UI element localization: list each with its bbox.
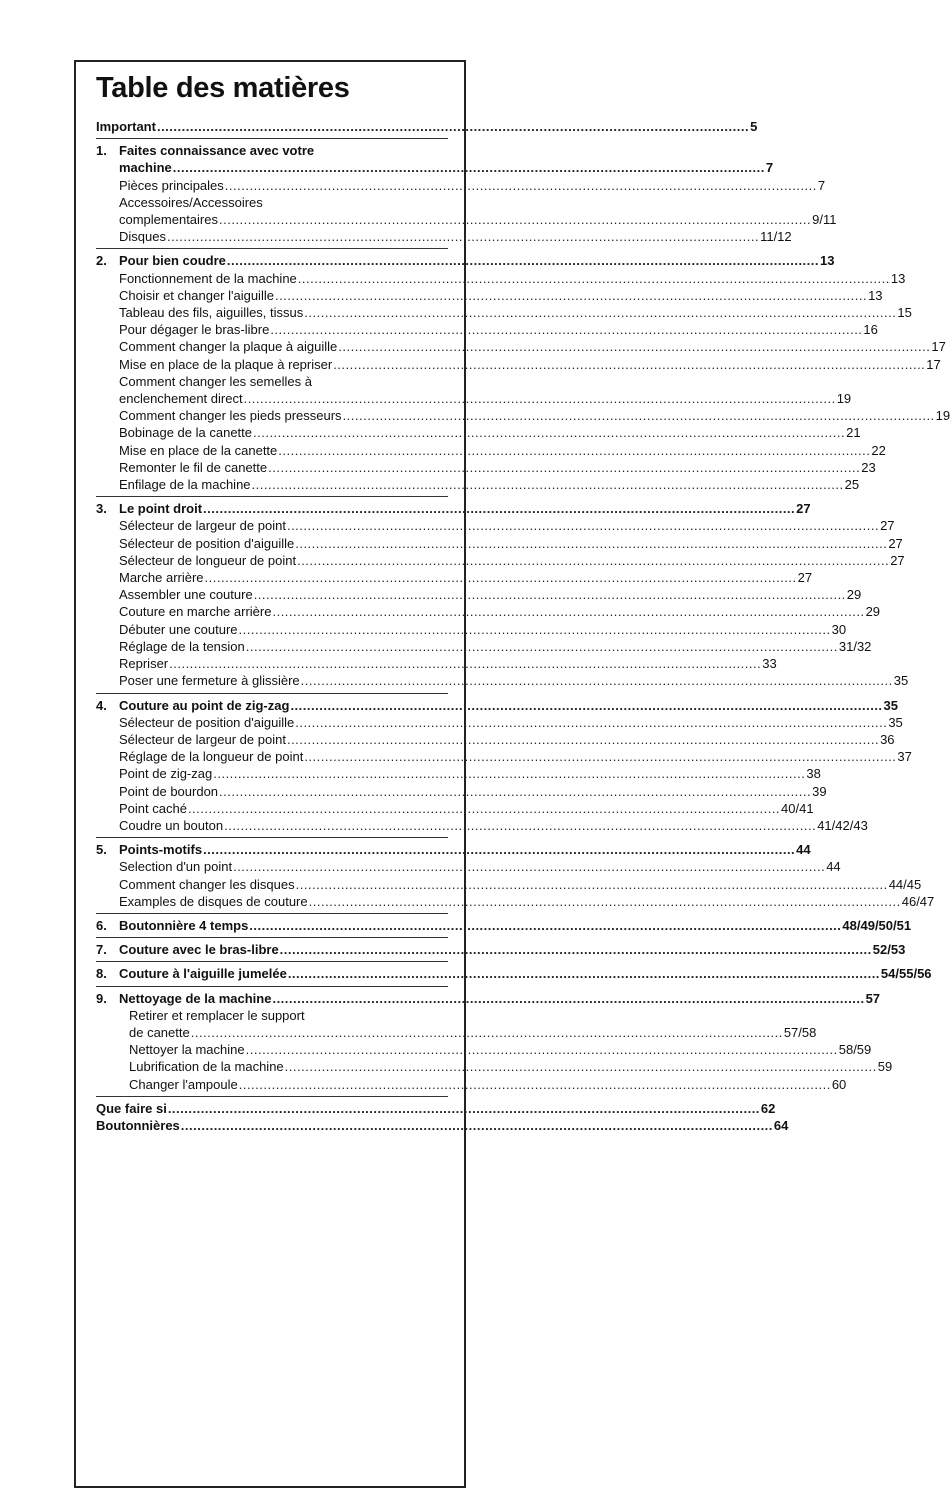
- toc-entry[interactable]: enclenchement direct ..... 19: [119, 390, 448, 407]
- section-divider: [96, 837, 448, 838]
- toc-entry[interactable]: Mise en place de la plaque à repriser ..... 17: [119, 356, 448, 373]
- toc-entry[interactable]: Marche arrière ..... 27: [119, 569, 448, 586]
- toc-entry[interactable]: Comment changer la plaque à aiguille ..... 17: [119, 338, 448, 355]
- section-divider: [96, 693, 448, 694]
- section-divider: [96, 913, 448, 914]
- toc-entry[interactable]: Mise en place de la canette ..... 22: [119, 442, 448, 459]
- toc-entry[interactable]: Sélecteur de position d'aiguille ..... 35: [119, 714, 448, 731]
- section-divider: [96, 496, 448, 497]
- toc-section-6: [96, 917, 912, 934]
- section-divider: [96, 961, 448, 962]
- toc-entry[interactable]: Lubrification de la machine ..... 59: [119, 1058, 448, 1075]
- toc-entry[interactable]: Pour dégager le bras-libre ..... 16: [119, 321, 448, 338]
- toc-entry-section-3[interactable]: 3. Le point droit ..... 27: [119, 500, 448, 517]
- toc-entry-section-6[interactable]: 6. Boutonnière 4 temps ..... 48/49/50/51: [119, 917, 448, 934]
- toc-frame: [74, 60, 950, 1488]
- toc-entry[interactable]: Choisir et changer l'aiguille ..... 13: [119, 287, 448, 304]
- toc-entry[interactable]: Repriser ..... 33: [119, 655, 448, 672]
- toc-entry-section-1[interactable]: machine ..... 7: [119, 159, 448, 176]
- toc-entry[interactable]: Bobinage de la canette ..... 21: [119, 424, 448, 441]
- toc-section-3: [96, 500, 909, 689]
- toc-entry[interactable]: Sélecteur de largeur de point ..... 27: [119, 517, 448, 534]
- toc-entry[interactable]: complementaires ..... 9/11: [119, 211, 448, 228]
- toc-entry[interactable]: Couture en marche arrière ..... 29: [119, 603, 448, 620]
- toc-section-2: 2. Pour bien coudre ..... 13 Fonctionnement de la machine ..... 13 Choisir et changer l'aiguille ..... 13 Tableau des fils, aiguilles, tissus ..... 15 Pour dégager le bras-libre ..... 16 Comment changer la plaque à aiguille ..... 17 Mise en place de la plaque à repriser ..... 17 Comment changer les semelles à enclenchement direct ..... 19 Comment changer les pieds presseurs ..... 19 Bobinage de la canette ..... 21 Mise en place de la canette ..... 22 Remonter le fil de canette ..... 23 Enfilage de la machine ..... 25: [96, 252, 448, 493]
- toc-entry[interactable]: Réglage de la tension ..... 31/32: [119, 638, 448, 655]
- toc-entry-boutonnieres[interactable]: Boutonnières ..... 64: [96, 1117, 448, 1134]
- toc-entry-section-8[interactable]: 8. Couture à l'aiguille jumelée ..... 54/55/56: [119, 965, 448, 982]
- toc-section-7: [96, 941, 906, 958]
- toc-section-5: [96, 841, 935, 910]
- toc-entry[interactable]: Enfilage de la machine ..... 25: [119, 476, 448, 493]
- toc-entry-section-7[interactable]: 7. Couture avec le bras-libre ..... 52/53: [119, 941, 448, 958]
- section-divider: [96, 138, 448, 139]
- toc-entry[interactable]: Remonter le fil de canette ..... 23: [119, 459, 448, 476]
- section-divider: [96, 986, 448, 987]
- toc-entry[interactable]: Sélecteur de longueur de point ..... 27: [119, 552, 448, 569]
- toc-entry[interactable]: Assembler une couture ..... 29: [119, 586, 448, 603]
- toc-entry[interactable]: Sélecteur de position d'aiguille ..... 27: [119, 535, 448, 552]
- toc-entry-section-2[interactable]: 2. Pour bien coudre ..... 13: [119, 252, 448, 269]
- toc-entry[interactable]: Réglage de la longueur de point ..... 37: [119, 748, 448, 765]
- page-title: Table des matières: [96, 72, 350, 104]
- section-divider: [96, 937, 448, 938]
- toc-entry[interactable]: Point caché ..... 40/41: [119, 800, 448, 817]
- section-divider: [96, 248, 448, 249]
- toc-entry[interactable]: Coudre un bouton ..... 41/42/43: [119, 817, 448, 834]
- toc-entry[interactable]: Disques ..... 11/12: [119, 228, 448, 245]
- toc-section-9: 9. Nettoyage de la machine ..... 57 Retirer et remplacer le support de canette ..... 57/58 Nettoyer la machine ..... 58/59 Lubrification de la machine ..... 59 Changer l'ampoule ..... 60: [96, 990, 448, 1093]
- section-divider: [96, 1096, 448, 1097]
- toc-entry[interactable]: Sélecteur de largeur de point ..... 36: [119, 731, 448, 748]
- toc-entry-important[interactable]: Important ..... 5: [96, 118, 448, 135]
- toc-entry[interactable]: Pièces principales ..... 7: [119, 177, 448, 194]
- toc-entry[interactable]: Débuter une couture ..... 30: [119, 621, 448, 638]
- toc-entry[interactable]: Nettoyer la machine ..... 58/59: [119, 1041, 448, 1058]
- toc-section-1: 1. Faites connaissance avec votre machine ..... 7 Pièces principales ..... 7 Accessoires/Accessoires complementaires ..... 9/11 Disques ..... 11/12: [96, 142, 448, 245]
- toc-entry-que-faire-si[interactable]: Que faire si ..... 62: [96, 1100, 448, 1117]
- toc-entry[interactable]: Tableau des fils, aiguilles, tissus ..... 15: [119, 304, 448, 321]
- toc-entry[interactable]: Point de bourdon ..... 39: [119, 783, 448, 800]
- toc-entry-section-5[interactable]: 5. Points-motifs ..... 44: [119, 841, 448, 858]
- toc-entry[interactable]: Comment changer les disques ..... 44/45: [119, 876, 448, 893]
- table-of-contents: [96, 118, 950, 1134]
- toc-entry[interactable]: Selection d'un point ..... 44: [119, 858, 448, 875]
- toc-entry[interactable]: Changer l'ampoule ..... 60: [119, 1076, 448, 1093]
- toc-entry-section-9[interactable]: 9. Nettoyage de la machine ..... 57: [119, 990, 448, 1007]
- toc-entry[interactable]: Fonctionnement de la machine ..... 13: [119, 270, 448, 287]
- toc-section-4: [96, 697, 912, 835]
- toc-entry[interactable]: Comment changer les pieds presseurs ..... 19: [119, 407, 448, 424]
- toc-section-8: [96, 965, 932, 982]
- toc-entry[interactable]: Point de zig-zag ..... 38: [119, 765, 448, 782]
- toc-entry[interactable]: Examples de disques de couture ..... 46/47: [119, 893, 448, 910]
- toc-entry[interactable]: Poser une fermeture à glissière ..... 35: [119, 672, 448, 689]
- toc-entry-section-4[interactable]: 4. Couture au point de zig-zag ..... 35: [119, 697, 448, 714]
- toc-entry[interactable]: de canette ..... 57/58: [119, 1024, 448, 1041]
